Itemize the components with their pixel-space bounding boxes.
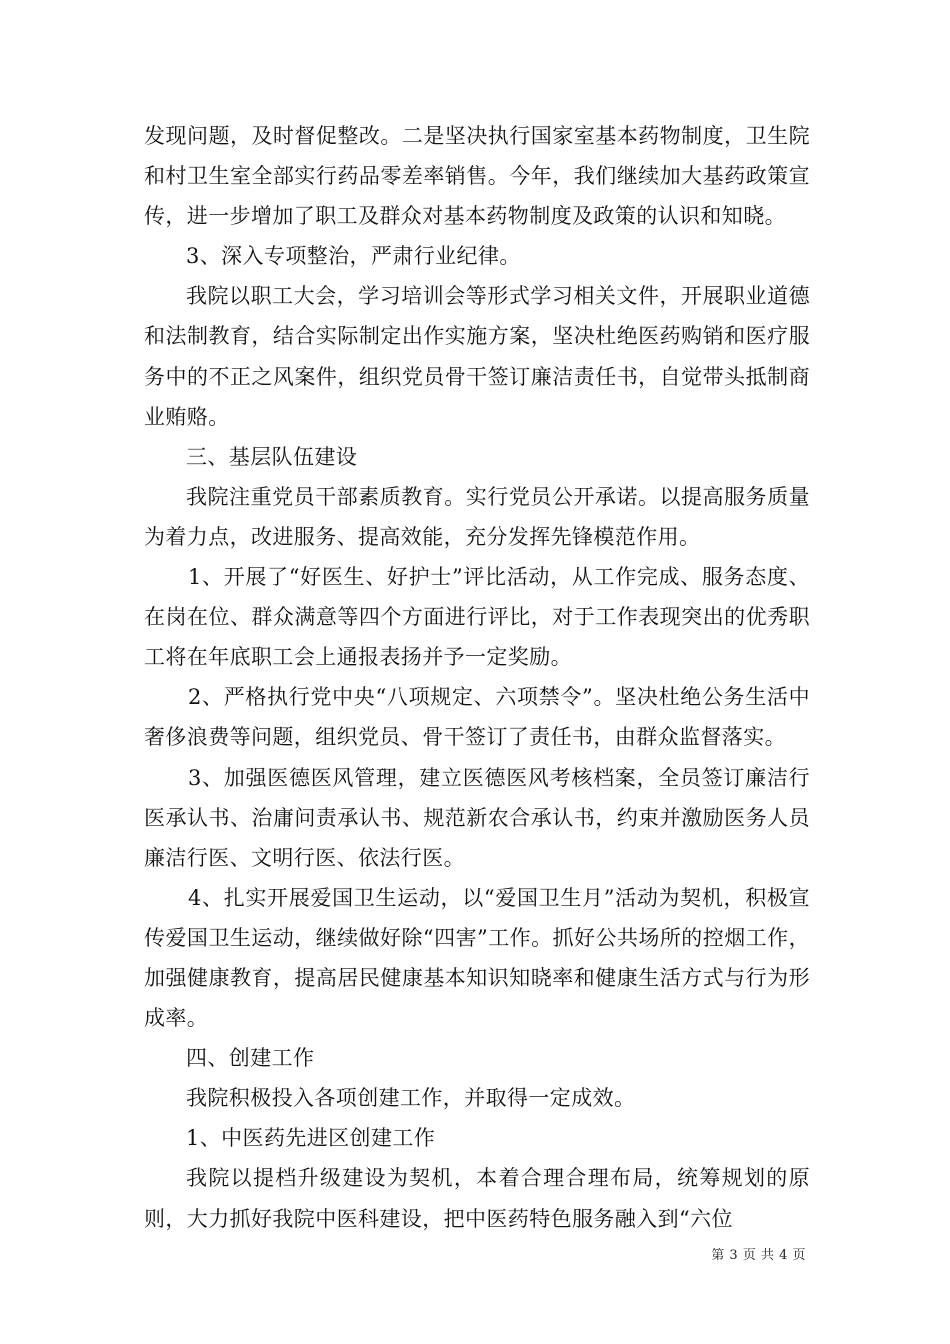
paragraph-9: 4、扎实开展爱国卫生运动，以“爱国卫生月”活动为契机，积极宣传爱国卫生运动，继续做好除“四害”工作。抓好公共场所的控烟工作，加强健康教育，提高居民健康基本知识知晓率和健康生活方式与行为形成率。 <box>144 885 810 1031</box>
paragraph-4-section-heading: 三、基层队伍建设 <box>186 444 358 469</box>
paragraph-5: 我院注重党员干部素质教育。实行党员公开承诺。以提高服务质量为着力点，改进服务、提高效能，充分发挥先锋模范作用。 <box>144 484 810 549</box>
page-number: 第 3 页 共 4 页 <box>711 1248 806 1263</box>
paragraph-2-heading: 3、深入专项整治，严肃行业纪律。 <box>186 244 521 269</box>
paragraph-3: 我院以职工大会，学习培训会等形式学习相关文件，开展职业道德和法制教育，结合实际制定出作实施方案，坚决杜绝医药购销和医疗服务中的不正之风案件，组织党员骨干签订廉洁责任书，自觉带头抵制商业贿赂。 <box>144 284 810 429</box>
paragraph-6: 1、开展了“好医生、好护士”评比活动，从工作完成、服务态度、在岗在位、群众满意等四个方面进行评比，对于工作表现突出的优秀职工将在年底职工会上通报表扬并予一定奖励。 <box>144 565 810 670</box>
document-body <box>144 116 810 1239</box>
paragraph-12-heading: 1、中医药先进区创建工作 <box>186 1126 436 1151</box>
paragraph-7: 2、严格执行党中央“八项规定、六项禁令”。坚决杜绝公务生活中奢侈浪费等问题，组织党员、骨干签订了责任书，由群众监督落实。 <box>144 685 810 750</box>
paragraph-10-section-heading: 四、创建工作 <box>186 1046 315 1071</box>
paragraph-8: 3、加强医德医风管理，建立医德医风考核档案，全员签订廉洁行医承认书、治庸问责承认书、规范新农合承认书，约束并激励医务人员廉洁行医、文明行医、依法行医。 <box>144 765 810 870</box>
paragraph-1: 发现问题，及时督促整改。二是坚决执行国家室基本药物制度，卫生院和村卫生室全部实行药品零差率销售。今年，我们继续加大基药政策宣传，进一步增加了职工及群众对基本药物制度及政策的认识和知晓。 <box>144 124 810 229</box>
paragraph-13: 我院以提档升级建设为契机，本着合理合理布局，统筹规划的原则，大力抓好我院中医科建设，把中医药特色服务融入到“六位 <box>144 1166 810 1231</box>
paragraph-11: 我院积极投入各项创建工作，并取得一定成效。 <box>186 1086 636 1111</box>
